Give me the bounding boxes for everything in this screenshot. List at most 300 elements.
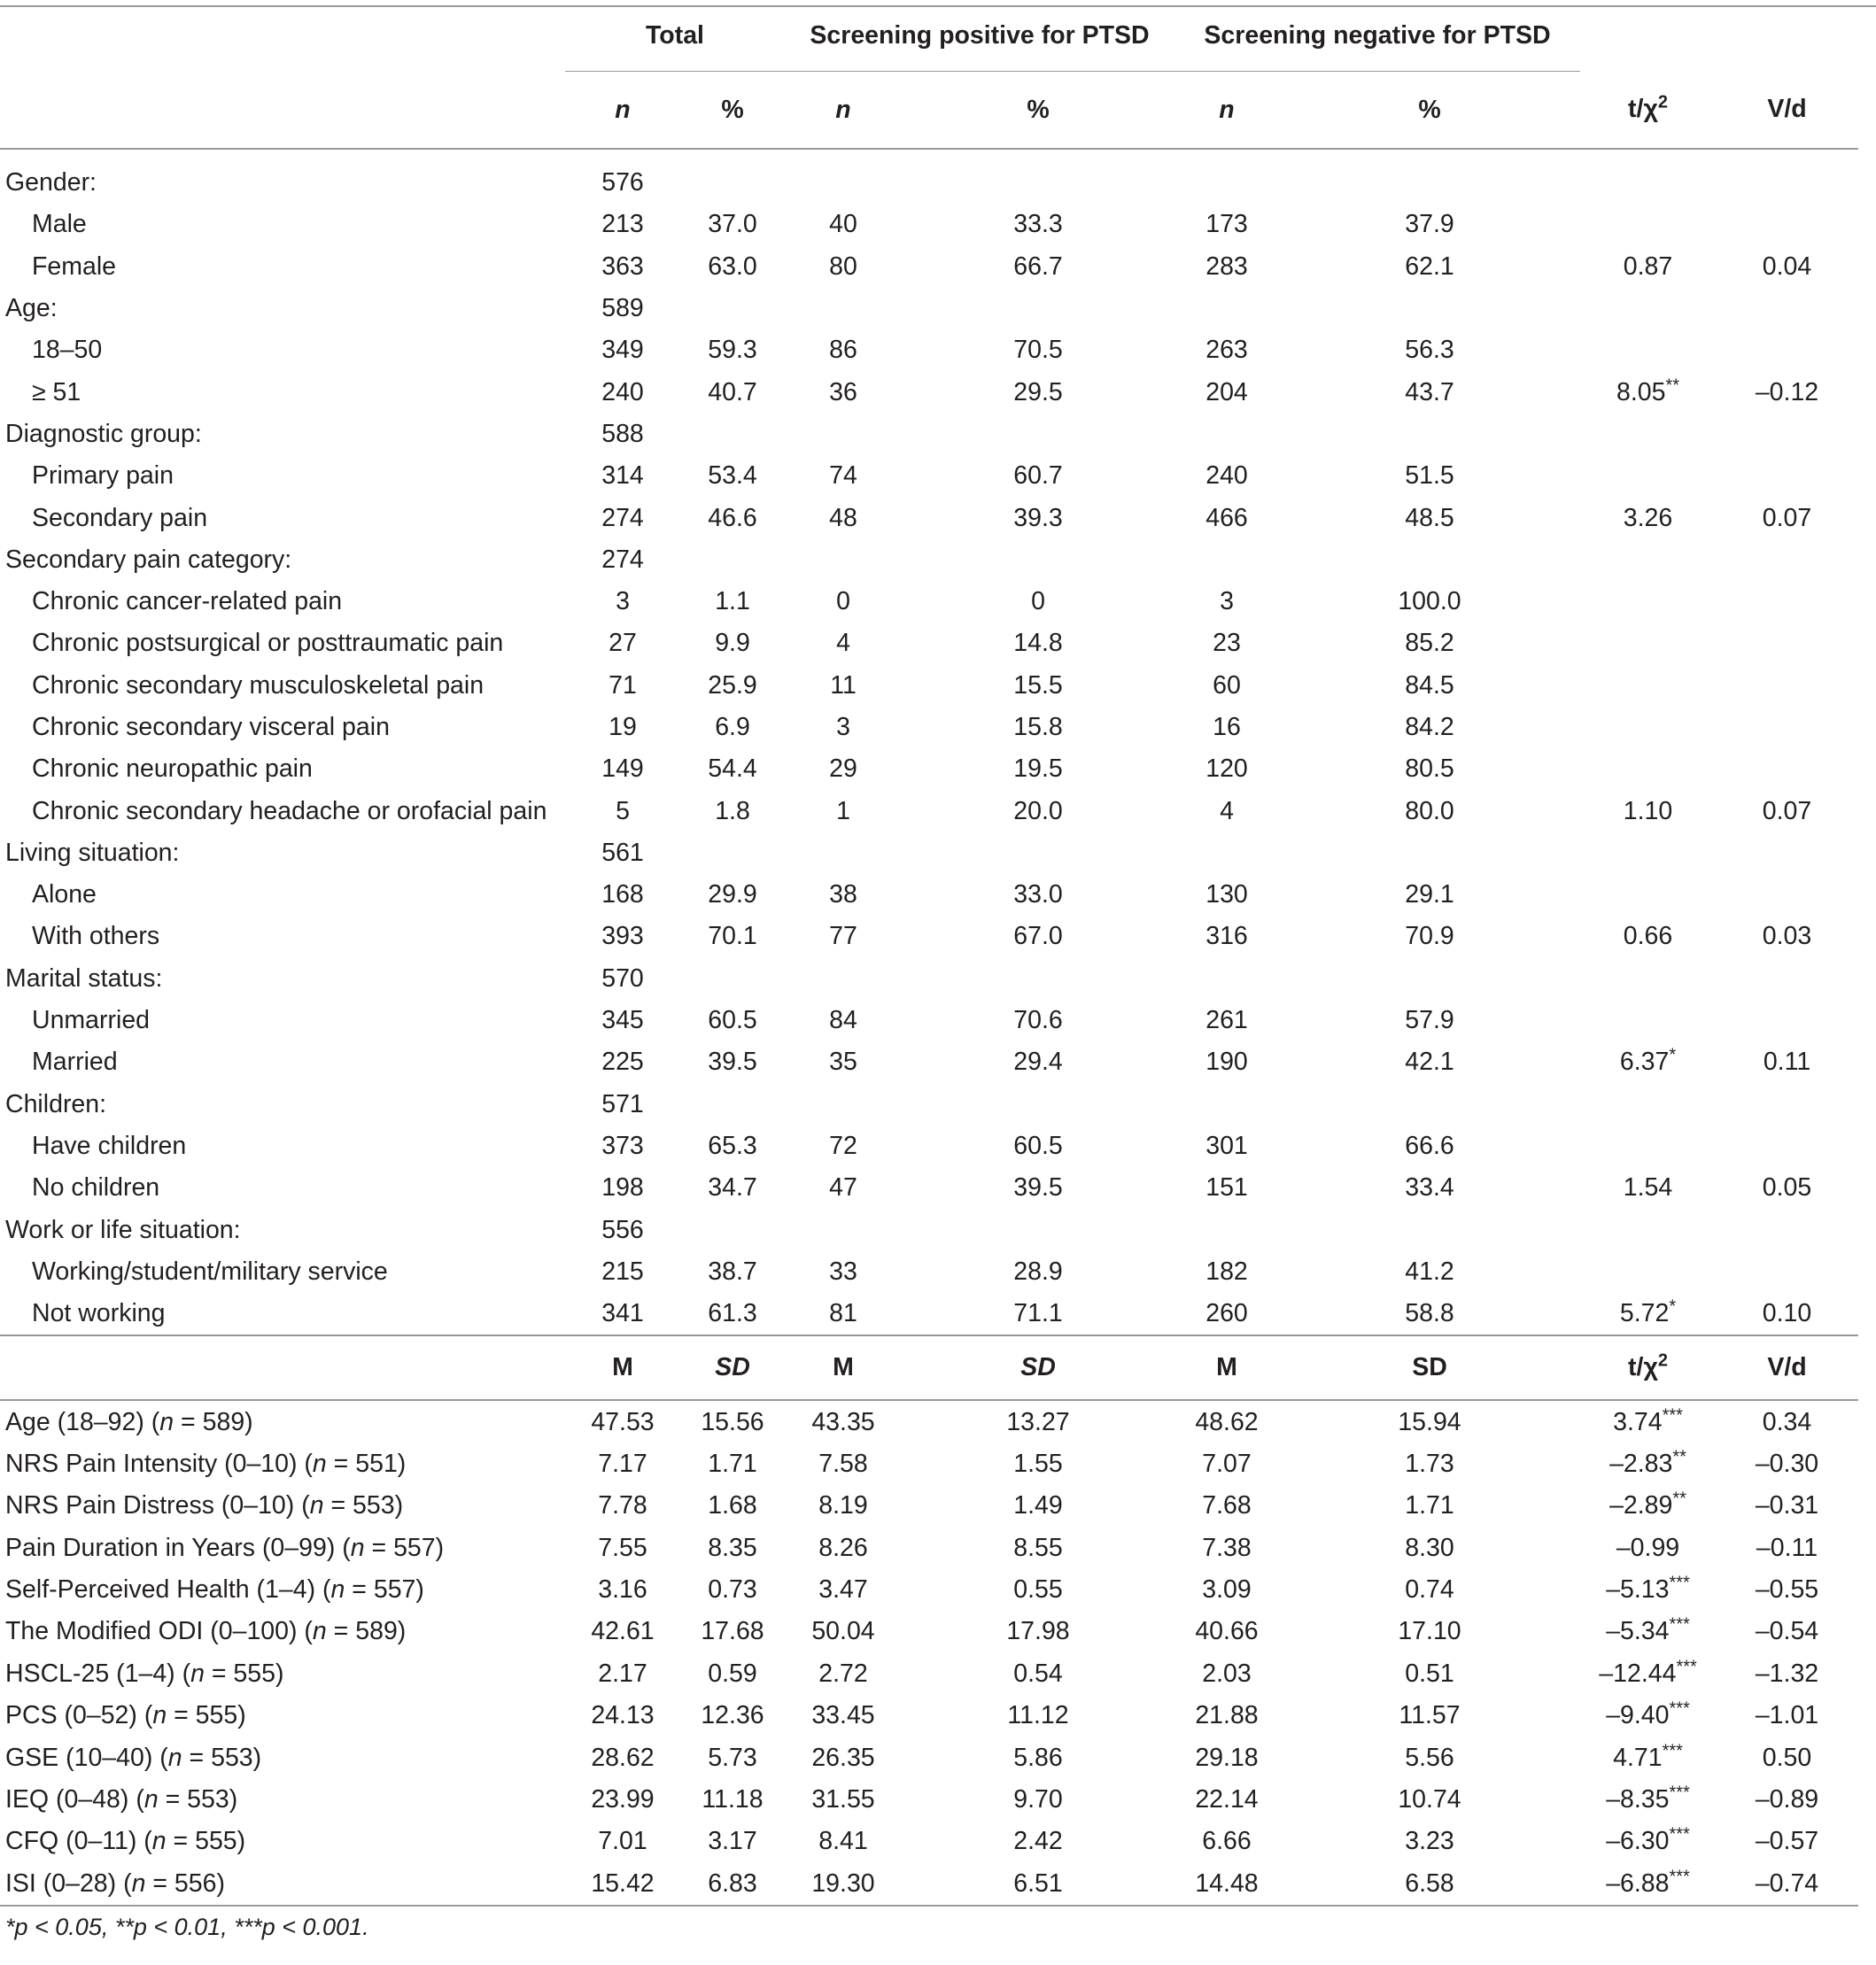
pos-pct: 66.7: [1013, 251, 1063, 281]
table-row: [0, 581, 1858, 623]
test-stat: [1580, 1400, 1716, 1443]
n-symbol: n: [152, 1701, 167, 1730]
test-stat: [1580, 1485, 1716, 1527]
neg-sd: 1.71: [1405, 1491, 1454, 1520]
total-sd: 11.18: [702, 1785, 764, 1814]
table-row: [0, 1443, 1858, 1485]
test-stat: [1580, 455, 1716, 497]
n-symbol: n: [131, 1868, 146, 1898]
pos-pct: 70.6: [1013, 1006, 1063, 1035]
table-row: [0, 1695, 1858, 1737]
total-pct: [680, 832, 785, 874]
pos-n: 84: [829, 1006, 857, 1035]
col-neg-n: n: [1174, 72, 1279, 150]
total-sd: 0.59: [708, 1659, 757, 1688]
neg-pct: [1279, 832, 1580, 874]
pos-mean: 3.47: [818, 1575, 868, 1605]
row-label: [0, 1863, 565, 1906]
neg-n: 60: [1213, 670, 1241, 700]
total-n: 213: [601, 210, 644, 239]
table-row: [0, 1779, 1858, 1821]
test-stat: [1580, 1821, 1716, 1862]
row-label: Work or life situation:: [5, 1215, 241, 1244]
table-row: [0, 707, 1858, 748]
pos-pct: [902, 149, 1174, 204]
row-label: Not working: [0, 1293, 565, 1335]
table-row: [0, 790, 1858, 832]
total-pct: [680, 149, 785, 204]
significance-marker: ***: [1669, 1824, 1690, 1845]
row-label: Unmarried: [32, 1006, 151, 1035]
test-stat: [1580, 1737, 1716, 1778]
col-neg-pct: %: [1279, 72, 1580, 150]
total-n: 71: [609, 670, 637, 700]
neg-pct: [1279, 288, 1580, 329]
neg-n: 120: [1205, 754, 1248, 784]
effect-size: [1716, 665, 1858, 707]
pos-n: 81: [785, 1293, 902, 1335]
neg-pct: 70.9: [1405, 922, 1454, 951]
table-row: [0, 1400, 1858, 1443]
pos-n: 40: [829, 210, 857, 239]
table-row: [0, 1485, 1858, 1527]
col-test: $t/\chi^2$: [1580, 72, 1716, 150]
neg-mean: 3.09: [1202, 1575, 1252, 1605]
test-stat: [1580, 204, 1716, 245]
total-pct: 46.6: [708, 503, 757, 532]
effect-size: 0.07: [1762, 796, 1812, 825]
neg-n: 130: [1205, 880, 1248, 909]
row-label: Alone: [32, 880, 97, 909]
neg-mean: 7.38: [1202, 1533, 1252, 1562]
total-n: 19: [609, 713, 637, 741]
test-stat: [1580, 414, 1716, 455]
significance-marker: *: [1669, 1296, 1677, 1317]
significance-marker: ***: [1676, 1657, 1697, 1677]
col-total-n: n: [565, 72, 680, 150]
total-pct: 63.0: [708, 251, 757, 281]
test-stat: [1580, 1251, 1716, 1293]
pos-sd: 2.42: [1013, 1827, 1063, 1856]
neg-pct: 84.5: [1405, 670, 1454, 700]
total-n: 27: [609, 629, 637, 658]
total-mean: 24.13: [591, 1701, 655, 1730]
n-value: = 589): [174, 1407, 253, 1436]
significance-marker: ***: [1669, 1783, 1690, 1803]
neg-pct: 84.2: [1405, 713, 1454, 741]
total-pct: 29.9: [708, 880, 757, 909]
total-n: 345: [601, 1006, 644, 1035]
n-symbol: n: [151, 1827, 167, 1856]
total-sd: 5.73: [708, 1743, 757, 1772]
effect-size: –0.57: [1755, 1827, 1819, 1856]
neg-pct: [1279, 1084, 1580, 1126]
effect-size: –1.32: [1755, 1659, 1819, 1688]
test-stat: [1580, 539, 1716, 581]
effect-size: [1716, 1251, 1858, 1293]
row-label: 18–50: [32, 336, 103, 365]
pos-pct: 60.5: [1013, 1131, 1063, 1160]
total-mean: 7.01: [598, 1827, 647, 1856]
pos-mean: 8.41: [818, 1827, 868, 1856]
test-stat: [1580, 1653, 1716, 1695]
pos-n: 77: [829, 922, 857, 951]
test-value: –5.34: [1606, 1617, 1670, 1646]
row-label: ≥ 51: [32, 377, 81, 406]
table-row: [0, 455, 1858, 497]
table-row: [0, 414, 1858, 455]
total-mean: 23.99: [591, 1785, 655, 1814]
effect-size: [1716, 623, 1858, 664]
test-stat: [1580, 748, 1716, 790]
neg-n: 260: [1174, 1293, 1279, 1335]
table-row: [0, 1126, 1858, 1167]
row-label: [0, 1527, 565, 1568]
neg-pct: 85.2: [1405, 629, 1454, 658]
total-n: 373: [601, 1131, 644, 1160]
effect-size: [1716, 1084, 1858, 1126]
n-value: = 553): [158, 1785, 238, 1814]
row-label: Children:: [5, 1089, 107, 1118]
col-neg-sd: SD: [1279, 1335, 1580, 1400]
row-label: Marital status:: [5, 963, 163, 993]
neg-pct: 57.9: [1405, 1006, 1454, 1035]
total-sd: 1.68: [708, 1491, 757, 1520]
table-row: [0, 874, 1858, 916]
significance-marker: **: [1672, 1447, 1686, 1467]
pos-sd: 9.70: [1013, 1785, 1063, 1814]
measure-name: Pain Duration in Years (0–99) (: [5, 1533, 351, 1562]
row-label: [0, 1779, 565, 1821]
pos-mean: 31.55: [811, 1785, 875, 1814]
sub-header-row: [0, 72, 1858, 150]
pos-sd: 1.49: [1013, 1491, 1063, 1520]
total-pct: 60.5: [708, 1006, 757, 1035]
test-stat: [1580, 1527, 1716, 1568]
pos-n: [785, 288, 902, 329]
effect-size: 0.11: [1763, 1048, 1811, 1077]
pos-pct: [902, 832, 1174, 874]
pos-pct: [902, 958, 1174, 1000]
table-row: [0, 1821, 1858, 1862]
neg-n: [1174, 539, 1279, 581]
pos-n: 3: [836, 713, 850, 741]
neg-n: 204: [1205, 377, 1248, 406]
row-label: [0, 1821, 565, 1862]
total-n: 5: [616, 796, 630, 825]
neg-n: 283: [1205, 251, 1248, 281]
pos-mean: 7.58: [818, 1449, 868, 1478]
col-total-pct: %: [680, 72, 785, 150]
neg-pct: [1279, 414, 1580, 455]
effect-size: 0.34: [1762, 1407, 1812, 1436]
total-pct: [680, 288, 785, 329]
total-n: 314: [601, 461, 644, 491]
neg-pct: 58.8: [1279, 1293, 1580, 1335]
pos-pct: 67.0: [1013, 922, 1063, 951]
test-stat: [1580, 958, 1716, 1000]
total-n: 571: [601, 1089, 644, 1118]
pos-pct: 15.8: [1013, 713, 1063, 741]
effect-size: –0.55: [1755, 1575, 1819, 1605]
significance-marker: ***: [1662, 1405, 1683, 1425]
total-sd: 8.35: [708, 1533, 757, 1562]
n-symbol: n: [143, 1785, 159, 1814]
significance-marker: ***: [1669, 1614, 1690, 1635]
test-stat: [1580, 288, 1716, 329]
test-stat: [1580, 1209, 1716, 1250]
total-pct: 59.3: [708, 336, 757, 365]
col-total-m: M: [565, 1335, 680, 1400]
col-pos-pct: %: [902, 72, 1174, 150]
pos-n: [785, 1084, 902, 1126]
neg-pct: 56.3: [1405, 336, 1454, 365]
significance-marker: **: [1665, 375, 1679, 396]
table-row: [0, 1293, 1858, 1335]
pos-pct: 29.4: [1013, 1048, 1063, 1077]
total-n: 589: [601, 294, 644, 323]
neg-n: 240: [1205, 461, 1248, 491]
pos-pct: [902, 414, 1174, 455]
total-mean: 28.62: [591, 1743, 655, 1772]
pos-n: 38: [829, 880, 857, 909]
pos-n: 33: [829, 1257, 857, 1286]
total-pct: 25.9: [708, 670, 757, 700]
row-label: Chronic secondary visceral pain: [32, 713, 390, 741]
test-value: 3.74: [1613, 1407, 1663, 1436]
footnote: *p < 0.05, **p < 0.01, ***p < 0.001.: [5, 1914, 369, 1940]
table-row: [0, 204, 1858, 245]
n-value: = 555): [204, 1659, 284, 1688]
test-stat: [1580, 1863, 1716, 1906]
row-label: [0, 1485, 565, 1527]
significance-marker: ***: [1662, 1741, 1683, 1761]
pos-pct: [902, 1084, 1174, 1126]
pos-mean: 50.04: [811, 1617, 875, 1646]
row-label: Chronic cancer-related pain: [32, 587, 343, 616]
pos-n: [785, 149, 902, 204]
total-pct: 65.3: [708, 1131, 757, 1160]
neg-n: 3: [1220, 587, 1234, 616]
group-ptsd-negative: Screening negative for PTSD: [1174, 0, 1580, 72]
test-stat: [1580, 665, 1716, 707]
effect-size: [1716, 1209, 1858, 1250]
neg-mean: 22.14: [1195, 1785, 1259, 1814]
neg-sd: 6.58: [1279, 1863, 1580, 1906]
pos-mean: 26.35: [811, 1743, 875, 1772]
neg-pct: [1279, 958, 1580, 1000]
effect-size: 0.50: [1762, 1743, 1812, 1772]
effect-size: 0.10: [1716, 1293, 1858, 1335]
test-stat: [1580, 1779, 1716, 1821]
n-value: = 553): [323, 1491, 404, 1520]
test-stat: [1580, 1167, 1716, 1209]
total-pct: 54.4: [708, 754, 757, 784]
pos-pct: 60.7: [1013, 461, 1063, 491]
row-label: Chronic secondary headache or orofacial pain: [32, 796, 547, 825]
neg-n: 173: [1205, 210, 1248, 239]
neg-mean: 2.03: [1202, 1659, 1252, 1688]
table-row: [0, 371, 1858, 413]
table-row: [0, 1251, 1858, 1293]
neg-n: 316: [1205, 922, 1248, 951]
table-row: [0, 623, 1858, 664]
total-n: 168: [601, 880, 644, 909]
total-mean: 3.16: [598, 1575, 647, 1605]
effect-size: –0.11: [1756, 1533, 1818, 1562]
row-label: Living situation:: [5, 838, 180, 867]
effect-size: [1716, 748, 1858, 790]
test-stat: [1580, 707, 1716, 748]
pos-sd: 6.51: [902, 1863, 1174, 1906]
test-stat: [1580, 1443, 1716, 1485]
table-row: [0, 665, 1858, 707]
total-mean: 2.17: [598, 1659, 647, 1688]
test-value: 0.66: [1623, 922, 1673, 951]
neg-n: [1174, 958, 1279, 1000]
row-label: Primary pain: [32, 461, 174, 491]
measure-name: The Modified ODI (0–100) (: [5, 1617, 313, 1646]
col-pos-sd: SD: [902, 1335, 1174, 1400]
test-value: –2.89: [1609, 1491, 1673, 1520]
pos-sd: 11.12: [1007, 1701, 1069, 1730]
table-row: [0, 497, 1858, 538]
effect-size: [1716, 1126, 1858, 1167]
neg-n: 261: [1205, 1006, 1248, 1035]
test-value: 1.54: [1623, 1173, 1673, 1203]
test-stat: [1580, 1041, 1716, 1083]
row-label: Chronic neuropathic pain: [32, 754, 313, 784]
row-label: Chronic postsurgical or posttraumatic pain: [32, 629, 504, 658]
pos-n: 29: [829, 754, 857, 784]
row-label: Working/student/military service: [32, 1257, 388, 1286]
n-value: = 555): [167, 1701, 246, 1730]
total-mean: 15.42: [565, 1863, 680, 1906]
neg-n: [1174, 288, 1279, 329]
pos-pct: 33.3: [1013, 210, 1063, 239]
pos-n: 4: [836, 629, 850, 658]
test-stat: [1580, 916, 1716, 957]
row-label: [0, 1653, 565, 1695]
pos-n: [785, 1209, 902, 1250]
total-n: 225: [601, 1048, 644, 1077]
pos-n: 74: [829, 461, 857, 491]
neg-sd: 3.23: [1405, 1827, 1454, 1856]
effect-size: –0.74: [1716, 1863, 1858, 1906]
table-row: [0, 1527, 1858, 1568]
total-n: 215: [601, 1257, 644, 1286]
pos-pct: [902, 539, 1174, 581]
pos-mean: 33.45: [811, 1701, 875, 1730]
pos-pct: 39.5: [1013, 1173, 1063, 1203]
col-total-sd: SD: [680, 1335, 785, 1400]
significance-marker: ***: [1669, 1698, 1690, 1719]
neg-sd: 0.74: [1405, 1575, 1454, 1605]
test-stat: [1580, 1695, 1716, 1737]
total-sd: 0.73: [708, 1575, 757, 1605]
neg-n: 466: [1205, 503, 1248, 532]
total-pct: 61.3: [680, 1293, 785, 1335]
total-pct: 39.5: [708, 1048, 757, 1077]
measure-name: HSCL-25 (1–4) (: [5, 1659, 191, 1688]
test-stat: [1580, 1611, 1716, 1652]
table-row: [0, 1167, 1858, 1209]
col-effect-2: V/d: [1716, 1335, 1858, 1400]
effect-size: [1716, 958, 1858, 1000]
table-row: [0, 1653, 1858, 1695]
neg-mean: 48.62: [1195, 1407, 1259, 1436]
total-pct: [680, 958, 785, 1000]
n-symbol: n: [309, 1491, 324, 1520]
neg-pct: 80.5: [1405, 754, 1454, 784]
n-value: = 556): [145, 1868, 225, 1898]
effect-size: –0.54: [1755, 1617, 1819, 1646]
neg-n: [1174, 1084, 1279, 1126]
total-n: 274: [601, 503, 644, 532]
neg-sd: 5.56: [1405, 1743, 1454, 1772]
test-value: 1.10: [1623, 796, 1673, 825]
total-pct: 37.0: [708, 210, 757, 239]
neg-pct: 51.5: [1405, 461, 1454, 491]
table-row: [0, 246, 1858, 288]
pos-n: 11: [830, 670, 857, 700]
test-value: –0.99: [1616, 1533, 1680, 1562]
total-pct: 34.7: [708, 1173, 757, 1203]
neg-pct: 33.4: [1405, 1173, 1454, 1203]
table-row: [0, 1737, 1858, 1778]
n-symbol: n: [167, 1743, 182, 1772]
total-sd: 12.36: [701, 1701, 764, 1730]
test-stat: [1580, 581, 1716, 623]
effect-size: –1.01: [1755, 1701, 1819, 1730]
group-header-row: [0, 0, 1858, 72]
categorical-section: [0, 149, 1858, 1335]
pos-pct: 15.5: [1013, 670, 1063, 700]
measure-name: GSE (10–40) (: [5, 1743, 168, 1772]
pos-n: 36: [829, 377, 857, 406]
table-row: [0, 1041, 1858, 1083]
pos-n: 35: [829, 1048, 857, 1077]
neg-n: [1174, 832, 1279, 874]
neg-pct: 62.1: [1405, 251, 1454, 281]
effect-size: [1716, 204, 1858, 245]
test-value: –6.88: [1606, 1868, 1670, 1898]
pos-n: [785, 958, 902, 1000]
total-n: 198: [601, 1173, 644, 1203]
total-n: 349: [601, 336, 644, 365]
effect-size: –0.30: [1755, 1449, 1819, 1478]
neg-n: [1174, 149, 1279, 204]
table-row: [0, 1000, 1858, 1041]
table-row: [0, 288, 1858, 329]
measure-name: IEQ (0–48) (: [5, 1785, 144, 1814]
effect-size: [1716, 288, 1858, 329]
pos-sd: 1.55: [1013, 1449, 1063, 1478]
total-sd: 15.56: [701, 1407, 764, 1436]
pos-n: 1: [836, 796, 850, 825]
pos-n: 72: [829, 1131, 857, 1160]
n-symbol: n: [350, 1533, 365, 1562]
table-row: [0, 916, 1858, 957]
neg-n: 263: [1205, 336, 1248, 365]
row-label: Married: [32, 1048, 118, 1077]
row-label: Have children: [32, 1131, 187, 1160]
test-stat: [1580, 790, 1716, 832]
significance-marker: **: [1672, 1489, 1686, 1509]
test-value: 0.87: [1623, 251, 1673, 281]
neg-mean: 7.07: [1202, 1449, 1252, 1478]
table-row: [0, 1863, 1858, 1906]
